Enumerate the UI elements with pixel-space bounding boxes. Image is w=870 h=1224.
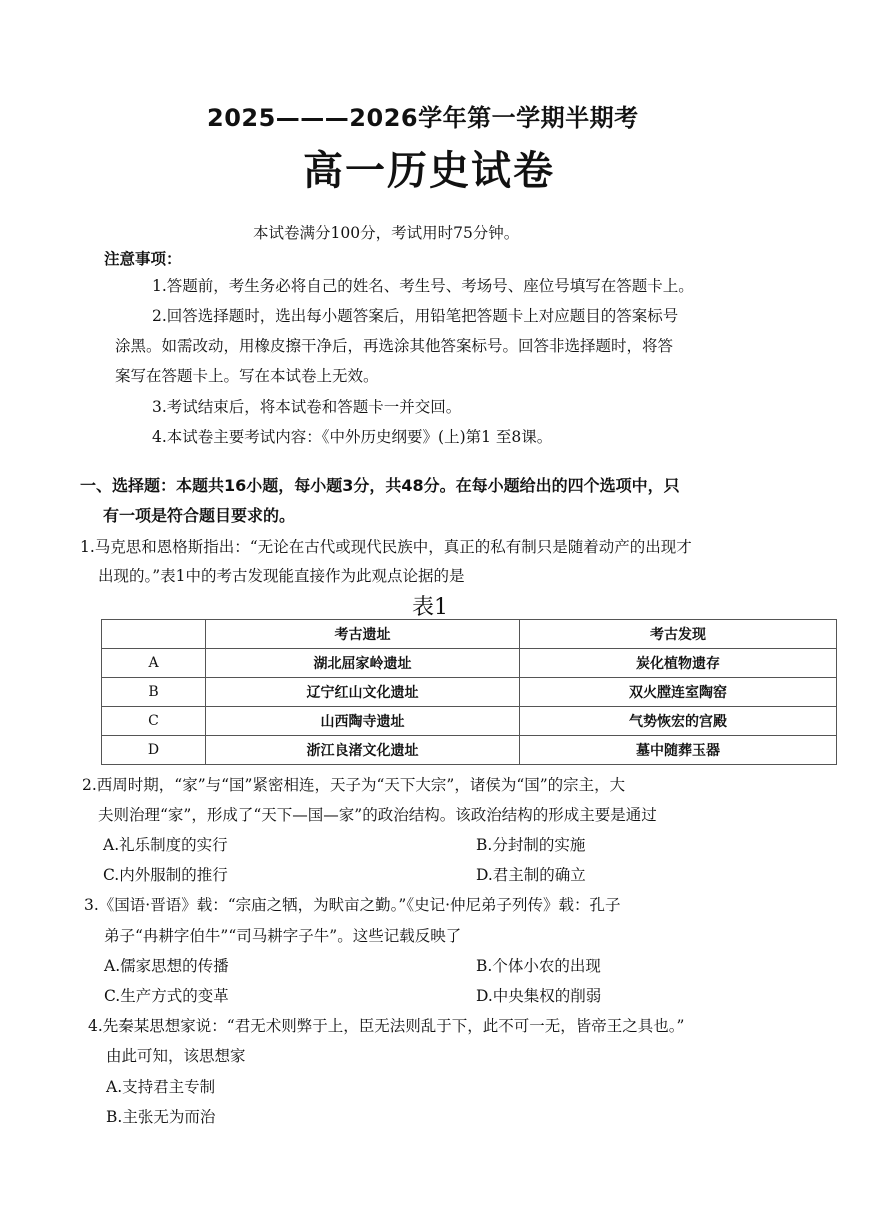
table-cell: C (102, 707, 206, 736)
question-2-text-cont: 夫则治理“家”，形成了“天下—国—家”的政治结构。该政治结构的形成主要是通过 (98, 806, 657, 824)
question-4-text-cont: 由此可知，该思想家 (106, 1047, 246, 1065)
option-d: D.君主制的确立 (476, 866, 586, 884)
option-c: C.生产方式的变革 (104, 987, 229, 1005)
option-b: B.个体小农的出现 (476, 957, 601, 975)
option-a: A.礼乐制度的实行 (103, 836, 228, 854)
section-heading-cont: 有一项是符合题目要求的。 (103, 506, 296, 525)
note-item: 涂黑。如需改动，用橡皮擦干净后，再选涂其他答案标号。回答非选择题时，将答 (115, 337, 674, 355)
question-1-text-cont: 出现的。”表1中的考古发现能直接作为此观点论据的是 (98, 567, 465, 585)
table-cell: 湖北屈家岭遗址 (206, 649, 520, 678)
archaeology-table (101, 619, 837, 765)
question-4-text: 4.先秦某思想家说：“君无术则弊于上，臣无法则乱于下，此不可一无，皆帝王之具也。” (88, 1017, 685, 1035)
table-cell: 山西陶寺遗址 (206, 707, 520, 736)
table-cell: 辽宁红山文化遗址 (206, 678, 520, 707)
note-item: 4.本试卷主要考试内容：《中外历史纲要》(上)第1 至8课。 (152, 428, 553, 446)
table-row (102, 678, 837, 707)
exam-year-line: 2025———2026学年第一学期半期考 (207, 104, 639, 132)
note-item: 3.考试结束后，将本试卷和答题卡一并交回。 (152, 398, 462, 416)
question-2-text: 2.西周时期，“家”与“国”紧密相连，天子为“天下大宗”，诸侯为“国”的宗主，大 (82, 776, 626, 794)
note-item: 1.答题前，考生务必将自己的姓名、考生号、考场号、座位号填写在答题卡上。 (152, 277, 694, 295)
option-a: A.支持君主专制 (106, 1078, 216, 1096)
option-b: B.主张无为而治 (106, 1108, 216, 1126)
page-title: 高一历史试卷 (303, 148, 555, 194)
notes-heading: 注意事项： (104, 250, 182, 268)
option-d: D.中央集权的削弱 (476, 987, 602, 1005)
table-cell: 炭化植物遗存 (520, 649, 837, 678)
table-header-cell: 考古遗址 (206, 620, 520, 649)
table-header-cell (102, 620, 206, 649)
table-cell: 浙江良渚文化遗址 (206, 736, 520, 765)
table-cell: B (102, 678, 206, 707)
table-cell: D (102, 736, 206, 765)
table-cell: 气势恢宏的宫殿 (520, 707, 837, 736)
option-a: A.儒家思想的传播 (104, 957, 229, 975)
section-heading: 一、选择题：本题共16小题，每小题3分，共48分。在每小题给出的四个选项中，只 (80, 476, 680, 495)
option-c: C.内外服制的推行 (103, 866, 228, 884)
exam-info: 本试卷满分100分，考试用时75分钟。 (253, 224, 520, 242)
table-row (102, 736, 837, 765)
table-cell: 墓中随葬玉器 (520, 736, 837, 765)
table-cell: 双火膛连室陶窑 (520, 678, 837, 707)
question-3-text: 3.《国语·晋语》载：“宗庙之牺，为畎亩之勤。”《史记·仲尼弟子列传》载：孔子 (84, 896, 621, 914)
question-1-text: 1.马克思和恩格斯指出：“无论在古代或现代民族中，真正的私有制只是随着动产的出现才 (80, 538, 692, 556)
table-title: 表1 (412, 595, 448, 620)
table-header-cell: 考古发现 (520, 620, 837, 649)
note-item: 2.回答选择题时，选出每小题答案后，用铅笔把答题卡上对应题目的答案标号 (152, 307, 679, 325)
table-row (102, 707, 837, 736)
table-row (102, 649, 837, 678)
option-b: B.分封制的实施 (476, 836, 586, 854)
note-item: 案写在答题卡上。写在本试卷上无效。 (115, 367, 379, 385)
question-3-text-cont: 弟子“冉耕字伯牛”“司马耕字子牛”。这些记载反映了 (104, 927, 462, 945)
table-header-row (102, 620, 837, 649)
table-cell: A (102, 649, 206, 678)
